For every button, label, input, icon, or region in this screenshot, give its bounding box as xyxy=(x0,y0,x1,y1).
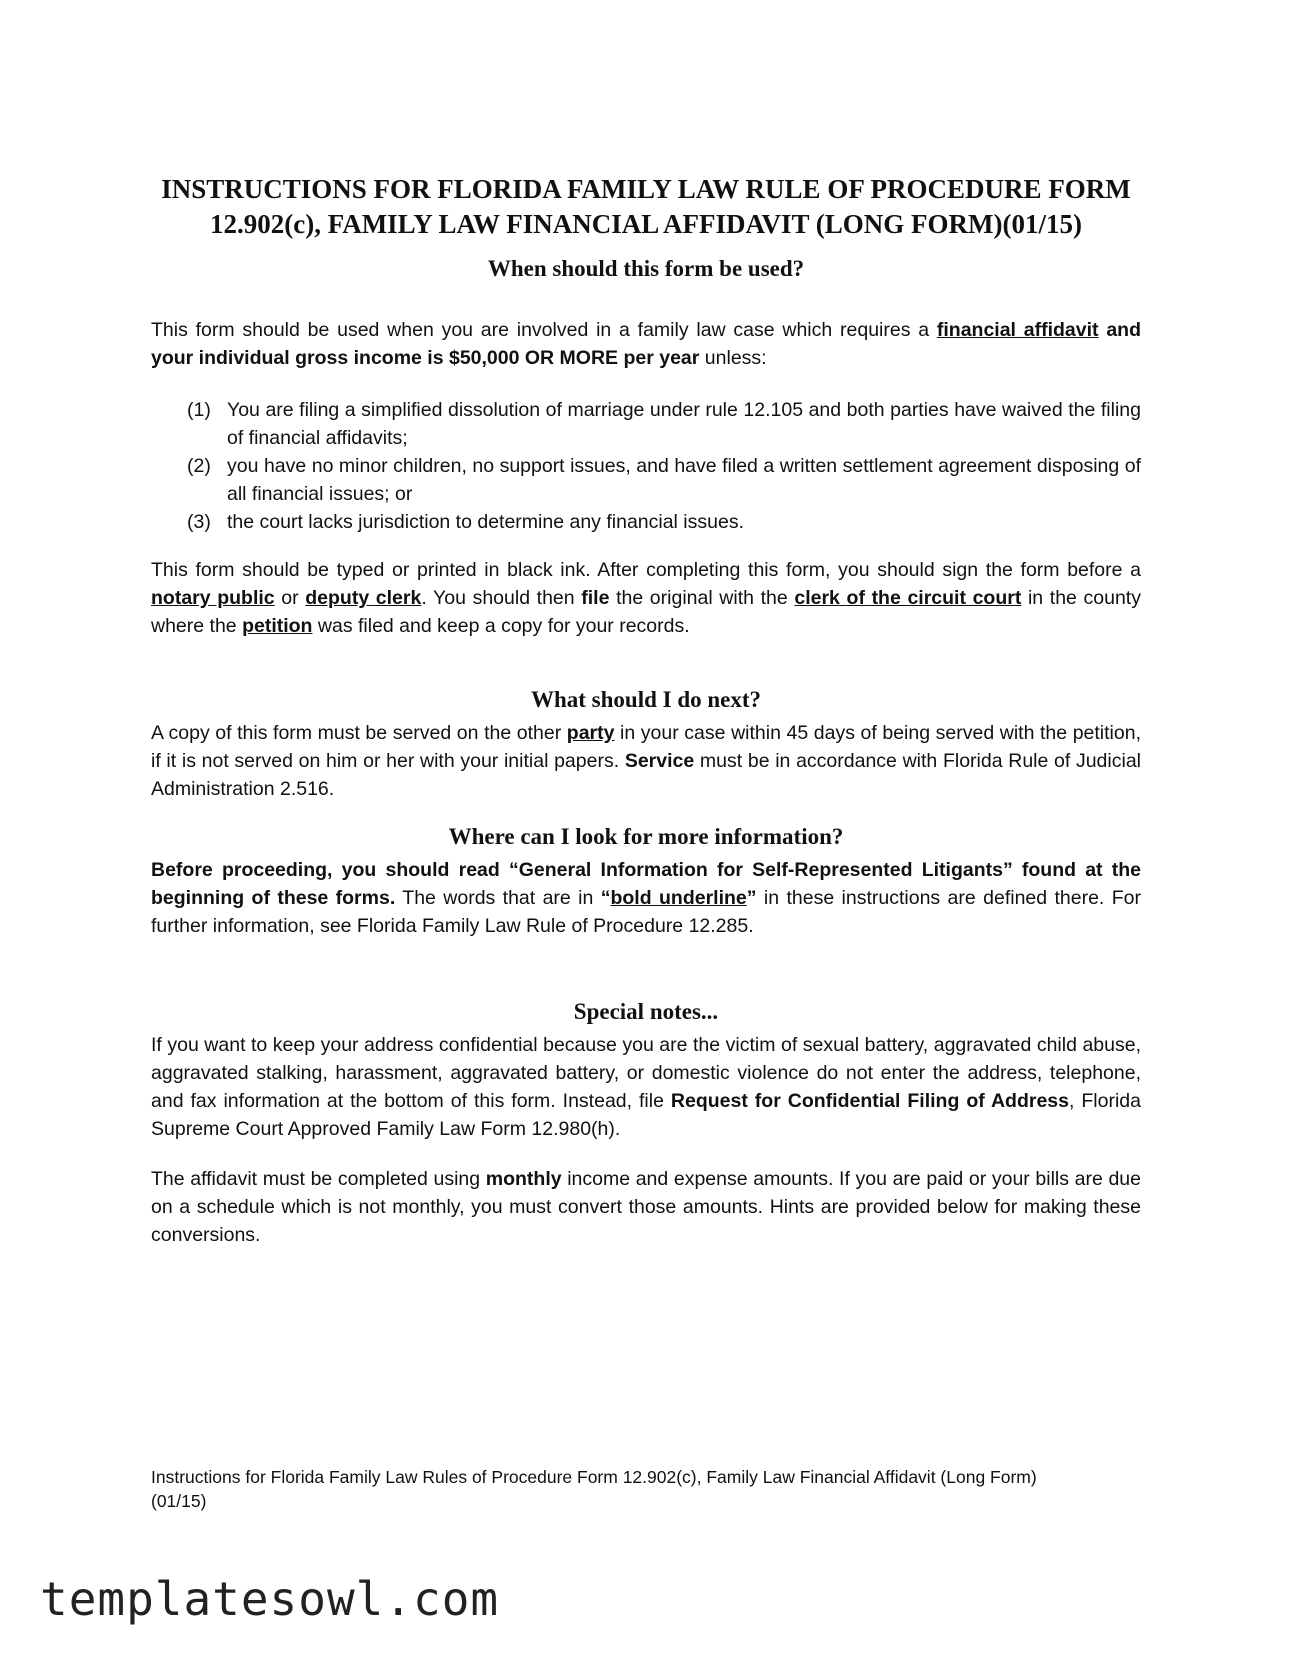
term-bold-underline: bold underline xyxy=(610,887,747,909)
confidential-address-paragraph: If you want to keep your address confidential because you are the victim of sexual battery, aggravated child abuse, aggravated stalking, harassment, aggravated battery, or domestic violence do not enter the address, telephone, and fax information at the bottom of this form. Instead, file Request for Confidential Filing of Address, Florida Supreme Court Approved Family Law Form 12.980(h). xyxy=(151,1034,1141,1140)
intro-paragraph: This form should be used when you are involved in a family law case which requires a financial affidavit and your individual gross income is $50,000 OR MORE per year unless: xyxy=(151,319,1141,369)
list-item: (1) You are filing a simplified dissolution of marriage under rule 12.105 and both parties have waived the filing of financial affidavits; xyxy=(187,399,1141,449)
filing-paragraph: This form should be typed or printed in black ink. After completing this form, you should sign the form before a notary public or deputy clerk. You should then file the original with the clerk of the circuit court in the county where the petition was filed and keep a copy for your records. xyxy=(151,559,1141,637)
title-line-1: INSTRUCTIONS FOR FLORIDA FAMILY LAW RULE OF PROCEDURE FORM xyxy=(161,174,1131,204)
term-clerk-of-circuit-court: clerk of the circuit court xyxy=(794,587,1022,609)
section-heading-when: When should this form be used? xyxy=(487,256,805,281)
title-line-2: 12.902(c), FAMILY LAW FINANCIAL AFFIDAVIT (LONG FORM)(01/15) xyxy=(209,209,1082,239)
watermark: templatesowl.com xyxy=(40,1572,500,1626)
list-item: (2) you have no minor children, no support issues, and have filed a written settlement agreement disposing of all financial issues; or xyxy=(187,455,1141,505)
service-paragraph: A copy of this form must be served on the other party in your case within 45 days of being served with the petition, if it is not served on him or her with your initial papers. Service must be in accordance with Florida Rule of Judicial Administration 2.516. xyxy=(151,722,1141,800)
term-petition: petition xyxy=(242,615,313,637)
document-title xyxy=(151,172,1141,242)
term-party: party xyxy=(566,722,615,744)
term-deputy-clerk: deputy clerk xyxy=(305,587,422,609)
term-financial-affidavit: financial affidavit xyxy=(936,319,1099,341)
section-heading-next: What should I do next? xyxy=(530,687,762,712)
term-notary-public: notary public xyxy=(151,587,275,609)
exceptions-list xyxy=(187,396,1141,536)
list-item: (3) the court lacks jurisdiction to determine any financial issues. xyxy=(187,511,744,533)
monthly-amounts-paragraph: The affidavit must be completed using monthly income and expense amounts. If you are paid or your bills are due on a schedule which is not monthly, you must convert those amounts. Hints are provided below for making these conversions. xyxy=(151,1168,1141,1246)
section-heading-more-info: Where can I look for more information? xyxy=(448,824,844,849)
page-footer: Instructions for Florida Family Law Rules of Procedure Form 12.902(c), Family Law Financial Affidavit (Long Form) (01/15) xyxy=(151,1467,1037,1511)
section-heading-special-notes: Special notes... xyxy=(573,999,719,1024)
more-info-paragraph: Before proceeding, you should read “General Information for Self-Represented Litigants” found at the beginning of these forms. The words that are in “bold underline” in these instructions are defined there. For further information, see Florida Family Law Rule of Procedure 12.285. xyxy=(151,859,1141,937)
